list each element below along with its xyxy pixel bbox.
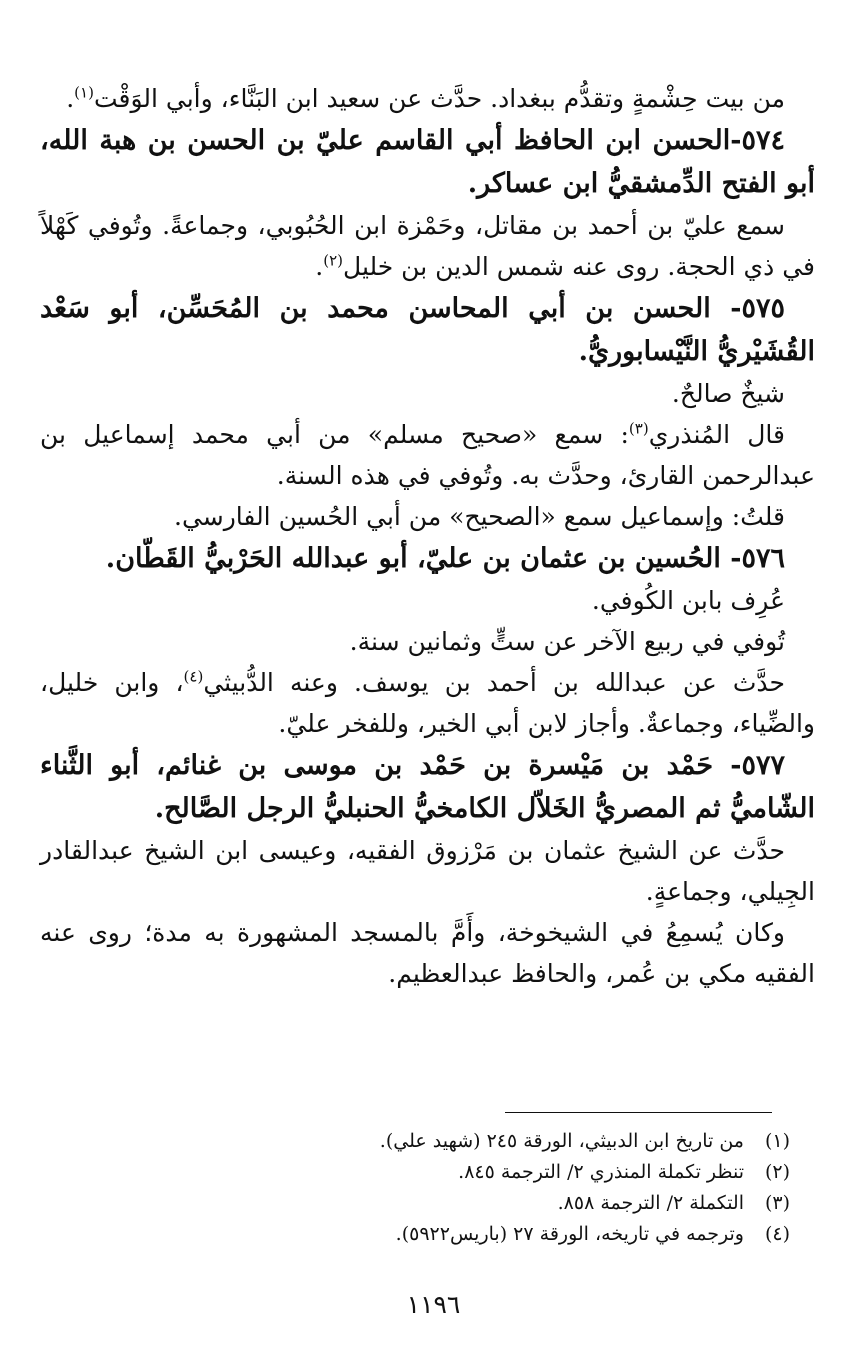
entry-576-paragraph xyxy=(40,662,815,744)
paragraph-text: : سمع «صحيح مسلم» من أبي محمد إسماعيل بن عبدالرحمن القارئ، وحدَّث به. وتُوفي في هذه السنة. xyxy=(40,420,815,490)
entry-575-paragraph xyxy=(40,414,815,496)
footnote-number: (٣) xyxy=(764,1192,790,1214)
footnote-item xyxy=(180,1126,790,1157)
continued-entry-paragraph xyxy=(40,78,815,119)
footnote-item xyxy=(180,1157,790,1188)
footnote-divider xyxy=(505,1112,772,1113)
footnote-text: التكملة ٢/ الترجمة ٨٥٨. xyxy=(557,1192,744,1214)
paragraph-text: سمع عليّ بن أحمد بن مقاتل، وحَمْزة ابن الحُبُوبي، وجماعةً. وتُوفي كَهْلاً في ذي الحجة. روى عنه شمس الدين بن خليل xyxy=(40,211,815,281)
footnote-text: من تاريخ ابن الدبيثي، الورقة ٢٤٥ (شهيد علي). xyxy=(379,1130,744,1152)
entry-heading-574: ٥٧٤-الحسن ابن الحافظ أبي القاسم عليّ بن الحسن بن هبة الله، أبو الفتح الدِّمشقيُّ ابن عساكر. xyxy=(40,125,815,199)
footnote-reference[interactable]: (٣) xyxy=(628,419,649,438)
paragraph-text: قال المُنذري xyxy=(648,420,785,449)
page-number: ١١٩٦ xyxy=(406,1290,461,1319)
main-text xyxy=(40,78,815,994)
footnote-item xyxy=(180,1188,790,1219)
footnote-reference[interactable]: (٢) xyxy=(323,251,344,270)
paragraph-end: . xyxy=(66,84,75,113)
entry-577-paragraph: حدَّث عن الشيخ عثمان بن مَرْزوق الفقيه، وعيسى ابن الشيخ عبدالقادر الجِيلي، وجماعةٍ. xyxy=(40,836,815,906)
footnotes xyxy=(180,1126,790,1250)
footnote-reference[interactable]: (١) xyxy=(74,83,94,102)
footnote-reference[interactable]: (٤) xyxy=(183,667,204,686)
entry-576-line: تُوفي في ربيع الآخر عن ستٍّ وثمانين سنة. xyxy=(349,627,785,656)
footnote-number: (٢) xyxy=(764,1161,790,1183)
footnote-item xyxy=(180,1219,790,1250)
entry-575-line: شيخٌ صالحٌ. xyxy=(671,379,785,408)
entry-576-line: عُرِف بابن الكُوفي. xyxy=(591,586,785,615)
paragraph-end: . xyxy=(315,252,324,281)
paragraph-text: ، وابن خليل، والضِّياء، وجماعةٌ. وأجاز لابن أبي الخير، وللفخر عليّ. xyxy=(40,668,815,738)
footnote-number: (١) xyxy=(764,1130,790,1152)
paragraph-text: حدَّث عن عبدالله بن أحمد بن يوسف. وعنه الدُّبيثي xyxy=(203,668,785,697)
paragraph-text: من بيت حِشْمةٍ وتقدُّم ببغداد. حدَّث عن سعيد ابن البَنَّاء، وأبي الوَقْت xyxy=(93,84,785,113)
footnote-number: (٤) xyxy=(764,1223,790,1245)
entry-heading-576: ٥٧٦- الحُسين بن عثمان بن عليّ، أبو عبدالله الحَرْبيُّ القَطّان. xyxy=(105,543,785,574)
entry-577-paragraph: وكان يُسمِعُ في الشيخوخة، وأَمَّ بالمسجد المشهورة به مدة؛ روى عنه الفقيه مكي بن عُمر، والحافظ عبدالعظيم. xyxy=(40,918,815,988)
entry-heading-575: ٥٧٥- الحسن بن أبي المحاسن محمد بن المُحَسِّن، أبو سَعْد القُشَيْريُّ النَّيْسابوريُّ. xyxy=(40,293,815,367)
entry-575-note: قلتُ: وإسماعيل سمع «الصحيح» من أبي الحُسين الفارسي. xyxy=(174,502,785,531)
entry-574-paragraph xyxy=(40,205,815,287)
entry-heading-577: ٥٧٧- حَمْد بن مَيْسرة بن حَمْد بن موسى بن غنائم، أبو الثَّناء الشّاميُّ ثم المصريُّ الخَلاّل الكامخيُّ الحنبليُّ الرجل الصَّالح. xyxy=(40,750,815,824)
footnote-text: تنظر تكملة المنذري ٢/ الترجمة ٨٤٥. xyxy=(458,1161,744,1183)
footnote-text: وترجمه في تاريخه، الورقة ٢٧ (باريس٥٩٢٢). xyxy=(395,1223,744,1245)
